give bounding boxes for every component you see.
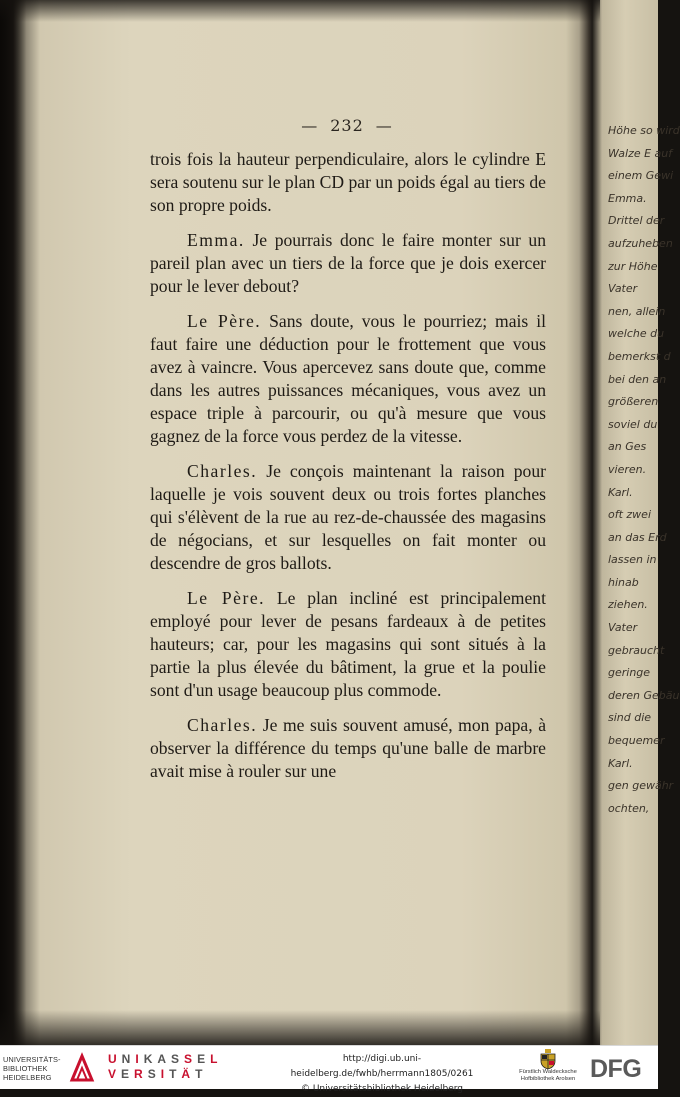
facing-page-fragment: hinab — [608, 575, 639, 589]
facing-page-fragment: Karl. — [608, 756, 633, 770]
facing-page-fragment: soviel du — [608, 417, 658, 431]
facing-page-fragment: Drittel der — [608, 214, 665, 228]
facing-page-fragment: bemerkst d — [608, 349, 671, 363]
facing-page-fragment: sind die — [608, 711, 652, 725]
ub-logo-line: HEIDELBERG — [3, 1072, 52, 1082]
facing-page-fragment: Vater — [608, 621, 638, 635]
uni-kassel-row1: UNIKASSEL — [108, 1052, 223, 1066]
speaker-name: Le Père. — [187, 311, 262, 331]
paragraph-text: Le plan incliné est principalement employé pour lever de pesans fardeaux à de petites hauteurs; car, pour les magasins qui sont situés à la partie la plus élevée du bâtiment, la grue et la poulie sont d'un usage beaucoup plus commode. — [150, 588, 546, 700]
facing-page-fragment: Vater — [608, 282, 638, 296]
facing-page-fragment: vieren. — [608, 462, 647, 476]
facing-page-fragment: größeren — [608, 395, 659, 409]
paragraph — [150, 310, 546, 448]
uni-kassel-row2: VERSITÄT — [108, 1067, 208, 1081]
arolsen-line: Fürstlich Waldecksche — [519, 1069, 577, 1075]
heidelberg-library-logo[interactable] — [3, 1052, 67, 1084]
heidelberg-emblem-icon — [69, 1054, 95, 1082]
page-number: 232 — [330, 115, 364, 135]
facing-page-fragment: deren Gebäu — [608, 688, 680, 702]
facing-page-fragment: Emma. — [608, 191, 647, 205]
facing-page-fragment: Karl. — [608, 485, 633, 499]
facing-page-fragment: lassen in — [608, 553, 657, 567]
arolsen-line: Hofbibliothek Arolsen — [520, 1076, 576, 1082]
uni-kassel-logo[interactable] — [108, 1052, 248, 1084]
facing-page-fragment: bei den an — [608, 372, 667, 386]
paragraph-text: Je pourrais donc le faire monter sur un pareil plan avec un tiers de la force que je dois exercer pour le lever debout? — [150, 230, 546, 296]
page-bottom-edge — [0, 1010, 600, 1045]
facing-page-fragment: gebraucht — [608, 643, 665, 657]
footer-citation — [252, 1052, 512, 1094]
binding-shadow — [0, 0, 40, 1045]
page-top-edge — [0, 0, 600, 22]
facing-page-fragment: gen gewähr — [608, 779, 674, 793]
facing-page-fragment: Walze E auf — [608, 146, 673, 160]
ub-logo-line: BIBLIOTHEK — [3, 1063, 48, 1073]
facing-page-fragment: ochten, — [608, 801, 650, 815]
facing-page-fragment: nen, allein — [608, 304, 666, 318]
speaker-name: Charles. — [187, 715, 258, 735]
facing-page-fragment: ziehen. — [608, 598, 648, 612]
speaker-name: Le Père. — [187, 588, 266, 608]
speaker-name: Emma. — [187, 230, 245, 250]
facing-page-fragment: oft zwei — [608, 508, 652, 522]
facing-page-fragment: an das Erd — [608, 530, 667, 544]
footer-bar — [0, 1045, 658, 1094]
paragraph — [150, 229, 546, 298]
paragraph-text: Sans doute, vous le pourriez; mais il faut faire une déduction pour le frottement que vous avez à vaincre. Vous apercevez sans doute que, comme dans les autres puissances mécaniques, vous avez un espace triple à parcourir, ou qu'à mesure que vous gagnez de la force vous perdez de la vitesse. — [150, 311, 546, 446]
header-dash-right: — — [375, 115, 393, 135]
paragraph — [150, 714, 546, 783]
facing-page-fragment: zur Höhe — [608, 259, 658, 273]
page-text — [150, 148, 546, 783]
ub-logo-line: UNIVERSITÄTS- — [3, 1054, 61, 1064]
speaker-name: Charles. — [187, 461, 258, 481]
paragraph — [150, 148, 546, 217]
permalink-url[interactable]: http://digi.ub.uni-heidelberg.de/fwhb/herrmann1805/0261 — [290, 1054, 474, 1079]
paragraph-text: Je me suis souvent amusé, mon papa, à observer la différence du temps qu'une balle de marbre avait mise à rouler sur une — [150, 715, 547, 781]
copyright-text: © Universitätsbibliothek Heidelberg — [300, 1084, 463, 1094]
facing-page-fragment: an Ges — [608, 440, 647, 454]
paragraph-text: trois fois la hauteur perpendiculaire, alors le cylindre E sera soutenu sur le plan CD par un poids égal au tiers de son propre poids. — [150, 149, 546, 215]
facing-page-fragment: bequemer — [608, 734, 665, 748]
page-header — [272, 114, 422, 136]
facing-page-fragments — [608, 120, 680, 900]
paragraph-text: Je conçois maintenant la raison pour laquelle je vois souvent deux ou trois fortes planches qui s'élèvent de la rue au rez-de-chaussée des magasins de négocians, et sur lesquelles on fait monter ou descendre de gros ballots. — [150, 461, 546, 573]
facing-page-fragment: einem Gewi — [608, 169, 674, 183]
facing-page-fragment: welche du — [608, 327, 665, 341]
paragraph — [150, 460, 546, 575]
facing-page-fragment: aufzuheben — [608, 236, 673, 250]
facing-page-fragment: Höhe so wird — [608, 124, 680, 137]
arolsen-library-logo[interactable] — [508, 1049, 588, 1089]
coat-of-arms-icon — [539, 1049, 557, 1069]
paragraph — [150, 587, 546, 702]
header-dash-left: — — [301, 115, 319, 135]
facing-page-fragment: geringe — [608, 666, 651, 680]
dfg-logo[interactable]: DFG — [590, 1055, 642, 1083]
